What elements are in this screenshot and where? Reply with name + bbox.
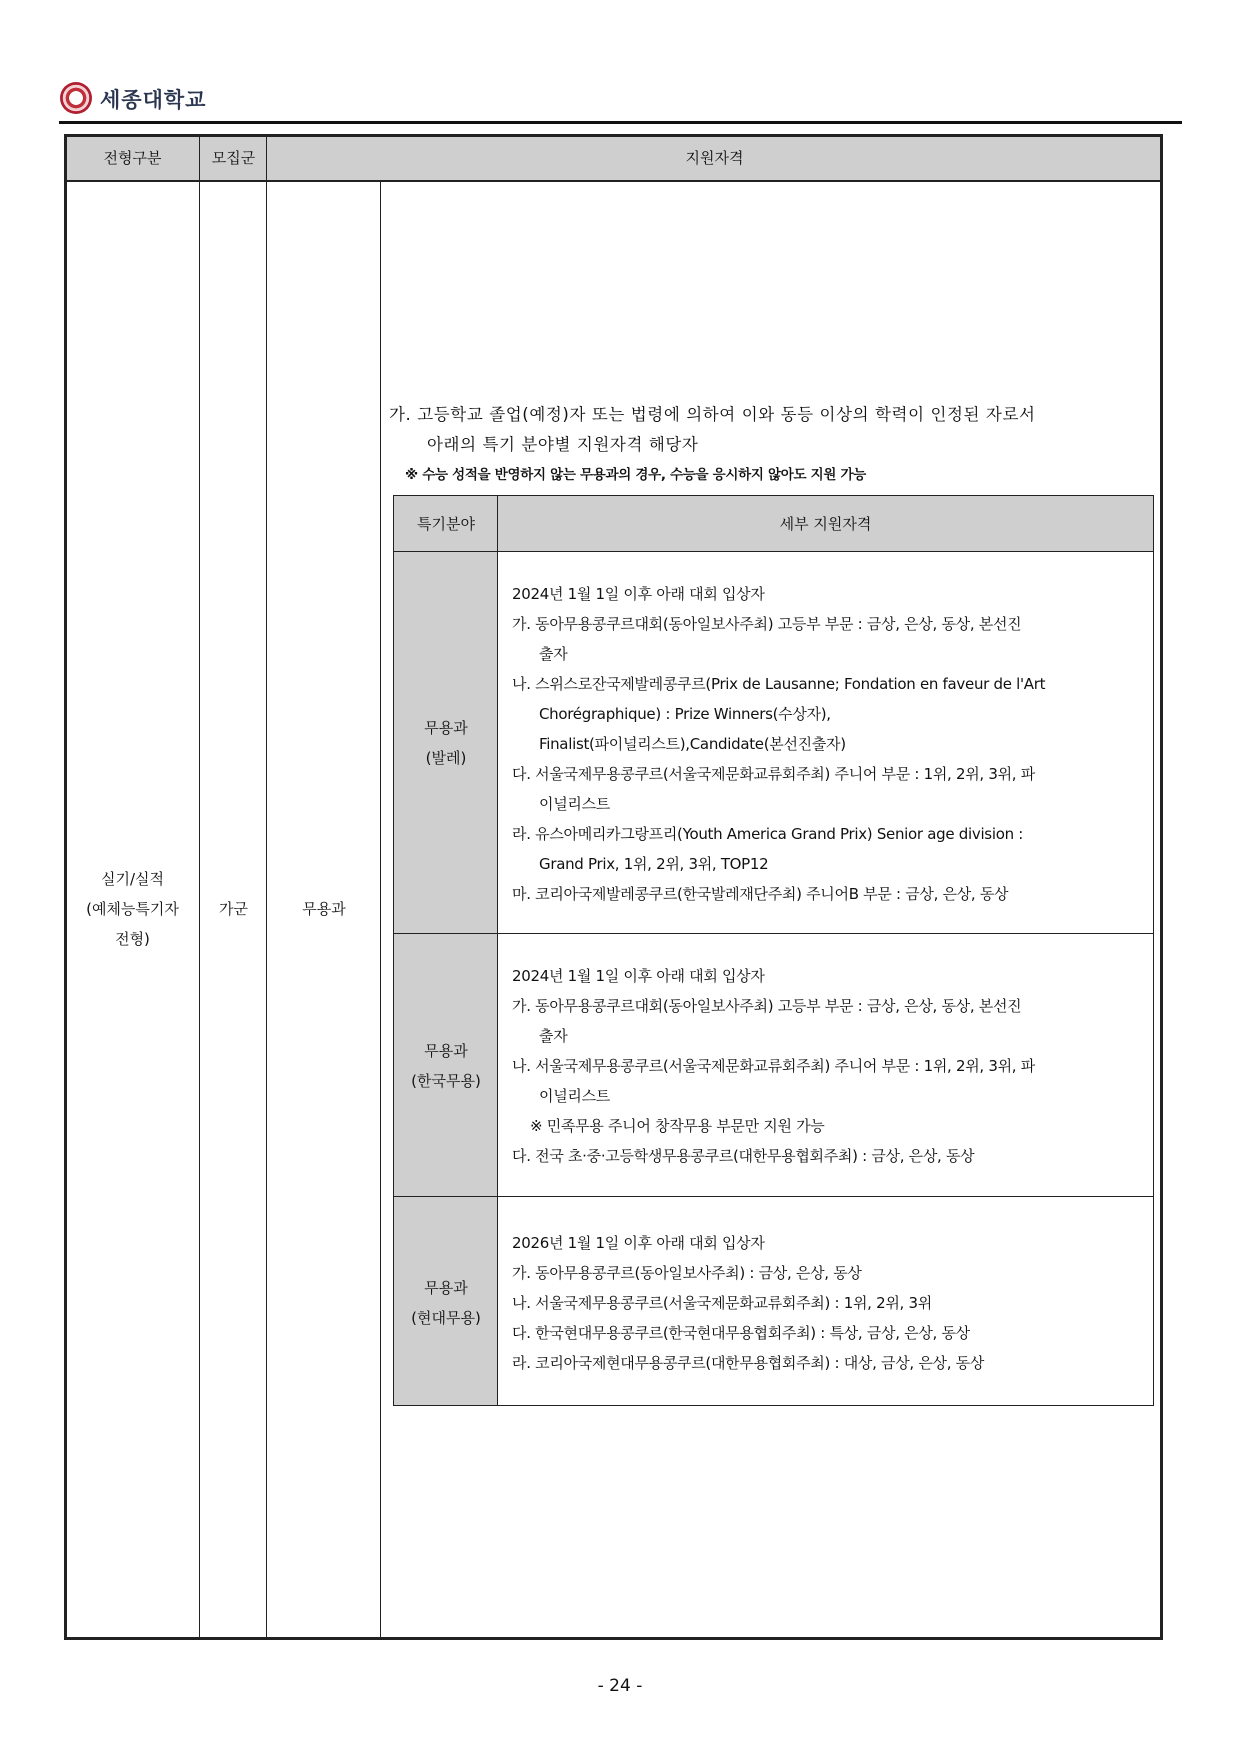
detail-heading: 2026년 1월 1일 이후 아래 대회 입상자 [512, 1234, 765, 1252]
detail-heading: 2024년 1월 1일 이후 아래 대회 입상자 [512, 967, 765, 985]
header-rule [59, 121, 1182, 124]
detail-item-line: 다. 서울국제무용콩쿠르(서울국제문화교류회주최) 주니어 부문 : 1위, 2위, 3위, 파 [512, 765, 1035, 783]
divider [64, 1637, 1163, 1640]
admission-type-line: (예체능특기자 [86, 900, 179, 918]
detail-heading: 2024년 1월 1일 이후 아래 대회 입상자 [512, 585, 765, 603]
detail-item-line: 라. 코리아국제현대무용콩쿠르(대한무용협회주최) : 대상, 금상, 은상, 동상 [512, 1354, 985, 1372]
detail-ballet [512, 579, 1045, 909]
detail-item-line: 이널리스트 [539, 1087, 610, 1105]
intro-line-2: 아래의 특기 분야별 지원자격 해당자 [427, 435, 699, 454]
field-name: 무용과 [424, 1042, 468, 1060]
detail-modern-dance [512, 1228, 984, 1378]
divider [266, 134, 267, 1640]
inner-header-field: 특기분야 [417, 515, 475, 533]
department: 무용과 [302, 900, 346, 918]
divider [497, 495, 498, 1406]
recruit-group: 가군 [219, 900, 248, 918]
detail-item-line: 가. 동아무용콩쿠르대회(동아일보사주최) 고등부 부문 : 금상, 은상, 동상, 본선진 [512, 615, 1022, 633]
divider [393, 933, 1154, 934]
university-seal-logo [60, 82, 92, 114]
admission-type-line: 실기/실적 [100, 870, 164, 888]
detail-item-line: Finalist(파이널리스트),Candidate(본선진출자) [539, 735, 846, 753]
detail-item-line: 나. 서울국제무용콩쿠르(서울국제문화교류회주최) : 1위, 2위, 3위 [512, 1294, 932, 1312]
header-type: 전형구분 [103, 149, 162, 167]
detail-item-line: 이널리스트 [539, 795, 610, 813]
admission-type-line: 전형) [115, 930, 150, 948]
divider [1160, 134, 1163, 1640]
detail-item-line: 가. 동아무용콩쿠르(동아일보사주최) : 금상, 은상, 동상 [512, 1264, 862, 1282]
field-name: (한국무용) [411, 1072, 481, 1090]
divider [393, 495, 1154, 496]
divider [64, 180, 1163, 182]
field-modern-dance [394, 1273, 498, 1333]
detail-item-line: 다. 한국현대무용콩쿠르(한국현대무용협회주최) : 특상, 금상, 은상, 동상 [512, 1324, 970, 1342]
header-eligibility: 지원자격 [685, 149, 744, 167]
field-name: 무용과 [424, 1279, 468, 1297]
detail-item-line: 출자 [539, 645, 568, 663]
admission-type [65, 864, 200, 954]
divider [64, 134, 1163, 137]
field-ballet [394, 713, 498, 773]
divider [393, 551, 1154, 552]
header-group: 모집군 [211, 149, 256, 167]
university-name: 세종대학교 [100, 88, 207, 112]
field-name: (현대무용) [411, 1309, 481, 1327]
detail-item-line: 다. 전국 초·중·고등학생무용콩쿠르(대한무용협회주최) : 금상, 은상, 동상 [512, 1147, 975, 1165]
inner-header-detail: 세부 지원자격 [779, 515, 872, 533]
detail-item-line: 가. 동아무용콩쿠르대회(동아일보사주최) 고등부 부문 : 금상, 은상, 동상, 본선진 [512, 997, 1022, 1015]
detail-item-line: Chorégraphique) : Prize Winners(수상자), [539, 705, 831, 723]
detail-item-line: Grand Prix, 1위, 2위, 3위, TOP12 [539, 855, 769, 873]
detail-item-line: 마. 코리아국제발레콩쿠르(한국발레재단주최) 주니어B 부문 : 금상, 은상, 동상 [512, 885, 1009, 903]
detail-korean-dance [512, 961, 1035, 1171]
divider [393, 1196, 1154, 1197]
divider [393, 495, 394, 1406]
detail-item-line: 라. 유스아메리카그랑프리(Youth America Grand Prix) Senior age division : [512, 825, 1023, 843]
page-number: - 24 - [597, 1676, 643, 1696]
detail-item-line: 나. 서울국제무용콩쿠르(서울국제문화교류회주최) 주니어 부문 : 1위, 2위, 3위, 파 [512, 1057, 1035, 1075]
intro-note: ※ 수능 성적을 반영하지 않는 무용과의 경우, 수능을 응시하지 않아도 지원 가능 [405, 467, 867, 483]
detail-item-note: ※ 민족무용 주니어 창작무용 부문만 지원 가능 [530, 1117, 825, 1135]
field-korean-dance [394, 1036, 498, 1096]
detail-item-line: 나. 스위스로잔국제발레콩쿠르(Prix de Lausanne; Fondation en faveur de l'Art [512, 675, 1046, 693]
field-name: (발레) [425, 749, 467, 767]
detail-item-line: 출자 [539, 1027, 568, 1045]
divider [1153, 495, 1154, 1406]
intro-line-1: 가. 고등학교 졸업(예정)자 또는 법령에 의하여 이와 동등 이상의 학력이 인정된 자로서 [389, 405, 1036, 424]
divider [393, 1405, 1154, 1406]
field-name: 무용과 [424, 719, 468, 737]
